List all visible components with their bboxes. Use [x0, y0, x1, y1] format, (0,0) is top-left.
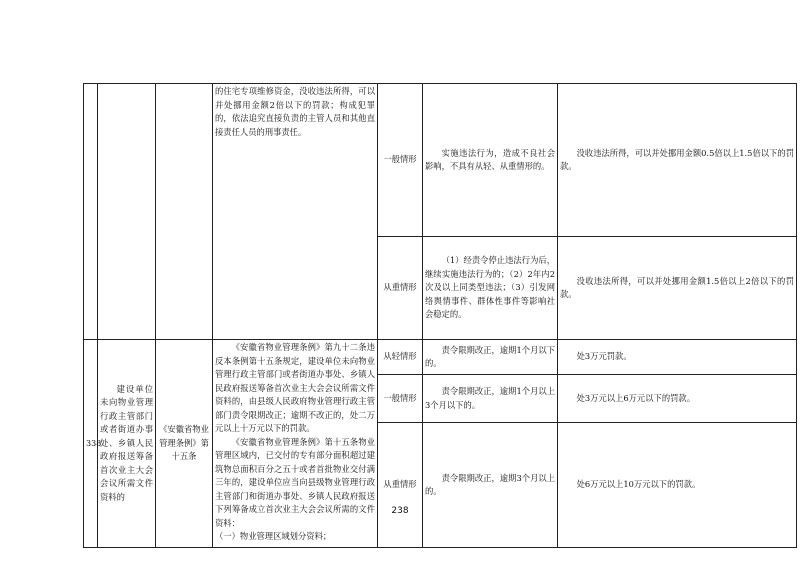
row-number: 338	[84, 340, 98, 548]
legal-basis-item-1: （一）物业管理区域划分资料；	[215, 531, 332, 541]
circumstance-level: 从重情形	[378, 237, 423, 340]
row-number-cell	[84, 84, 98, 340]
legal-basis-article-92: 《安徽省物业管理条例》第九十二条违反本条例第十五条规定，建设单位未向物业管理行政主管部门或者街道办事处、乡镇人民政府报送筹备首次业主大会会议所需文件资料的，由县级人民政府物业管理行政主管部门责令限期改正；逾期不改正的，处二万元以上十万元以下的罚款。	[215, 342, 375, 433]
penalty-standard: 处3万元罚款。	[558, 340, 797, 375]
circumstance-description: 责令限期改正，逾期3个月以上的。	[423, 423, 558, 548]
circumstance-level: 从轻情形	[378, 340, 423, 375]
legal-basis-text: 的住宅专项维修资金，没收违法所得，可以并处挪用金额2倍以下的罚款；构成犯罪的，依法追究直接负责的主管人员和其他直接责任人员的刑事责任。	[215, 86, 375, 137]
circumstance-description: 实施违法行为，造成不良社会影响，不具有从轻、从重情形的。	[423, 84, 558, 237]
legal-basis-cell	[213, 84, 378, 340]
table-row	[84, 340, 797, 375]
legal-reference: 《安徽省物业管理条例》第十五条	[156, 340, 213, 548]
violation-cell	[98, 84, 156, 340]
legal-ref-cell	[156, 84, 213, 340]
circumstance-description: （1）经责令停止违法行为后，继续实施违法行为的；（2）2年内2次及以上同类型违法；（3）引发网络舆情事件、群体性事件等影响社会稳定的。	[423, 237, 558, 340]
page-number: 238	[391, 506, 409, 516]
penalty-standards-table	[83, 83, 797, 548]
circumstance-level: 一般情形	[378, 84, 423, 237]
circumstance-level: 从重情形	[378, 423, 423, 548]
penalty-standard: 没收违法所得，可以并处挪用金额1.5倍以上2倍以下的罚款。	[558, 237, 797, 340]
violation-description: 建设单位未向物业管理行政主管部门或者街道办事处、乡镇人民政府报送筹备首次业主大会会议所需文件资料的	[98, 340, 156, 548]
table-row	[84, 84, 797, 237]
legal-basis-article-15: 《安徽省物业管理条例》第十五条物业管理区域内，已交付的专有部分面积超过建筑物总面积百分之五十或者首批物业交付满三年的，建设单位应当向县级物业管理行政主管部门和街道办事处、乡镇人民政府报送下列筹备成立首次业主大会会议所需的文件资料：	[215, 436, 375, 528]
circumstance-level: 一般情形	[378, 375, 423, 423]
penalty-standard: 没收违法所得，可以并处挪用金额0.5倍以上1.5倍以下的罚款。	[558, 84, 797, 237]
legal-basis-cell	[213, 340, 378, 548]
circumstance-description: 责令限期改正，逾期1个月以上3个月以下的。	[423, 375, 558, 423]
penalty-standard: 处6万元以上10万元以下的罚款。	[558, 423, 797, 548]
circumstance-description: 责令限期改正，逾期1个月以下的。	[423, 340, 558, 375]
penalty-standard: 处3万元以上6万元以下的罚款。	[558, 375, 797, 423]
